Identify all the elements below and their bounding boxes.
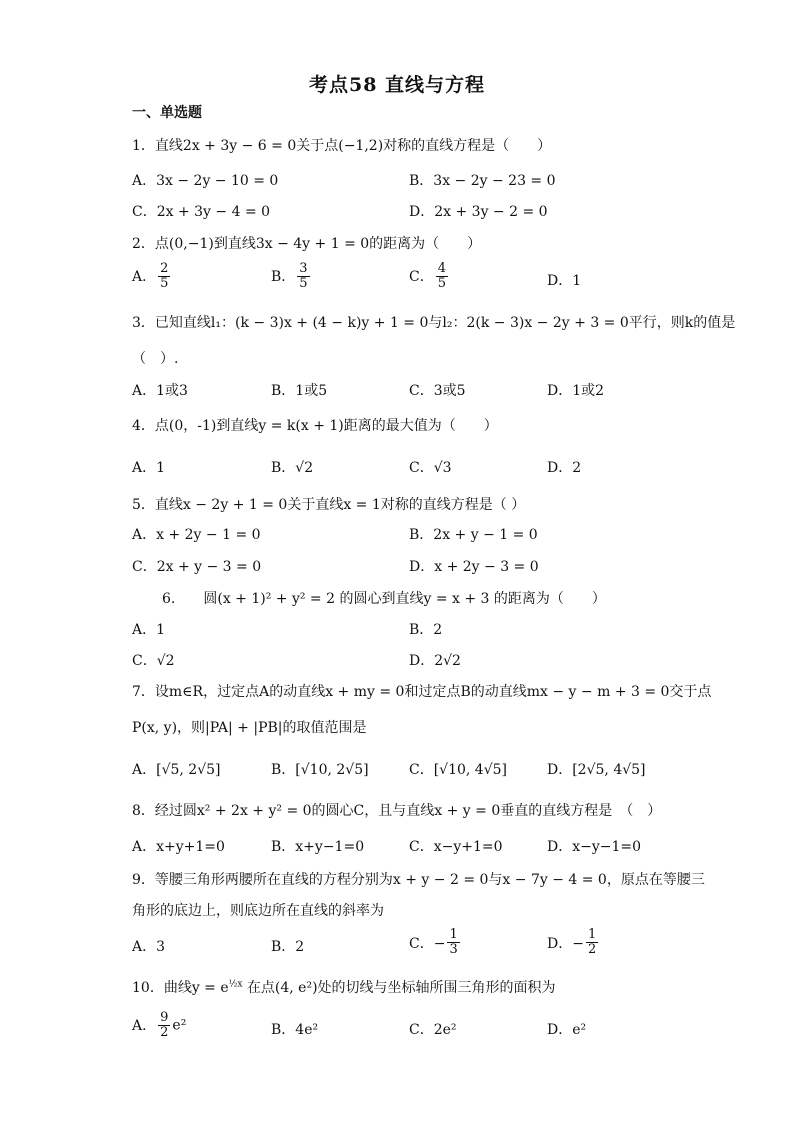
question-6-option-d: D．2√2 xyxy=(409,653,461,669)
question-10-option-b: B．4e² xyxy=(271,1022,319,1038)
question-7-option-d: D．[2√5, 4√5] xyxy=(547,762,646,778)
question-4-option-d: D．2 xyxy=(547,460,582,476)
question-10-option-d: D．e² xyxy=(547,1022,587,1038)
question-10-option-c: C．2e² xyxy=(409,1022,457,1038)
fraction-numerator: 4 xyxy=(437,261,446,276)
question-8-option-a: A．x+y+1=0 xyxy=(132,839,225,855)
question-8-option-c: C．x−y+1=0 xyxy=(409,839,503,855)
question-3-option-a: A．1或3 xyxy=(132,383,188,399)
question-2-option-b xyxy=(271,262,312,291)
question-3-stem-continued: （ ）. xyxy=(132,351,179,367)
fraction xyxy=(158,262,170,291)
question-7-option-a: A．[√5, 2√5] xyxy=(132,762,221,778)
question-1-option-a: A．3x − 2y − 10 = 0 xyxy=(132,173,279,189)
question-10-option-a xyxy=(132,1011,186,1040)
question-6-option-a: A．1 xyxy=(132,622,166,638)
question-1-option-c: C．2x + 3y − 4 = 0 xyxy=(132,204,271,220)
question-2-stem: 2．点(0,−1)到直线3x − 4y + 1 = 0的距离为（ ） xyxy=(132,236,482,252)
question-1-option-b: B．3x − 2y − 23 = 0 xyxy=(409,173,556,189)
fraction-numerator: 9 xyxy=(160,1010,169,1025)
fraction xyxy=(297,262,309,291)
fraction-numerator: 2 xyxy=(160,261,169,276)
fraction-numerator: 1 xyxy=(449,927,458,942)
question-7-stem: 7．设m∈R，过定点A的动直线x + my = 0和过定点B的动直线mx − y − m + 3 = 0交于点 xyxy=(132,684,712,700)
option-label: C． xyxy=(409,268,434,285)
question-2-option-d: D．1 xyxy=(547,273,582,289)
question-5-option-d: D．x + 2y − 3 = 0 xyxy=(409,559,539,575)
question-6-option-c: C．√2 xyxy=(132,653,175,669)
option-a-tail: e² xyxy=(172,1017,187,1034)
question-10-stem-end: 在点(4, e²)处的切线与坐标轴所围三角形的面积为 xyxy=(242,980,556,996)
question-5-option-b: B．2x + y − 1 = 0 xyxy=(409,527,538,543)
fraction-numerator: 1 xyxy=(587,927,597,942)
fraction-denominator: 3 xyxy=(449,942,458,957)
question-7-option-c: C．[√10, 4√5] xyxy=(409,762,508,778)
question-10-stem xyxy=(132,977,556,997)
question-9-option-c xyxy=(409,928,462,957)
question-9-stem-continued: 角形的底边上，则底边所在直线的斜率为 xyxy=(132,903,384,919)
question-2-option-c xyxy=(409,262,450,291)
question-9-option-b: B．2 xyxy=(271,939,305,955)
question-9-stem: 9．等腰三角形两腰所在直线的方程分别为x + y − 2 = 0与x − 7y − 4 = 0，原点在等腰三 xyxy=(132,872,705,888)
question-7-stem-continued: P(x, y)，则|PA| + |PB|的取值范围是 xyxy=(132,720,367,736)
question-10-exponent: ½x xyxy=(228,979,243,990)
option-label: B． xyxy=(271,268,296,285)
fraction xyxy=(586,928,598,957)
question-7-option-b: B．[√10, 2√5] xyxy=(271,762,369,778)
page-title: 考点58 直线与方程 xyxy=(308,74,486,96)
question-1-stem: 1．直线2x + 3y − 6 = 0关于点(−1,2)对称的直线方程是（ ） xyxy=(132,138,552,154)
fraction-denominator: 2 xyxy=(160,1025,169,1040)
fraction-numerator: 3 xyxy=(299,261,308,276)
fraction xyxy=(447,928,459,957)
fraction xyxy=(436,262,448,291)
section-heading: 一、单选题 xyxy=(132,105,202,121)
question-3-stem: 3．已知直线l₁：(k − 3)x + (4 − k)y + 1 = 0与l₂：2(k − 3)x − 2y + 3 = 0平行，则k的值是 xyxy=(132,315,736,331)
option-label: D．− xyxy=(547,935,584,952)
question-3-option-d: D．1或2 xyxy=(547,383,605,399)
question-1-option-d: D．2x + 3y − 2 = 0 xyxy=(409,204,548,220)
question-9-option-a: A．3 xyxy=(132,939,166,955)
fraction xyxy=(158,1011,170,1040)
question-3-option-c: C．3或5 xyxy=(409,383,466,399)
question-5-stem: 5．直线x − 2y + 1 = 0关于直线x = 1对称的直线方程是（ ） xyxy=(132,497,526,513)
question-5-option-a: A．x + 2y − 1 = 0 xyxy=(132,527,261,543)
option-label: A． xyxy=(132,268,157,285)
option-label: C．− xyxy=(409,935,446,952)
question-4-stem: 4．点(0，-1)到直线y = k(x + 1)距离的最大值为（ ） xyxy=(132,418,498,434)
question-8-option-b: B．x+y−1=0 xyxy=(271,839,365,855)
fraction-denominator: 5 xyxy=(437,276,446,291)
question-9-option-d xyxy=(547,928,600,957)
question-6-option-b: B．2 xyxy=(409,622,443,638)
fraction-denominator: 5 xyxy=(160,276,169,291)
question-4-option-b: B．√2 xyxy=(271,460,314,476)
question-4-option-c: C．√3 xyxy=(409,460,452,476)
fraction-denominator: 2 xyxy=(587,942,597,957)
question-2-option-a xyxy=(132,262,172,291)
question-8-option-d: D．x−y−1=0 xyxy=(547,839,642,855)
question-5-option-c: C．2x + y − 3 = 0 xyxy=(132,559,262,575)
option-label: A． xyxy=(132,1017,157,1034)
question-6-stem: 6. 圆(x + 1)² + y² = 2 的圆心到直线y = x + 3 的距离为（ ） xyxy=(162,591,606,607)
question-4-option-a: A．1 xyxy=(132,460,166,476)
question-8-stem: 8．经过圆x² + 2x + y² = 0的圆心C，且与直线x + y = 0垂直的直线方程是 （ ） xyxy=(132,803,662,819)
question-3-option-b: B．1或5 xyxy=(271,383,328,399)
fraction-denominator: 5 xyxy=(299,276,308,291)
question-10-stem-start: 10．曲线y = e xyxy=(132,980,229,996)
